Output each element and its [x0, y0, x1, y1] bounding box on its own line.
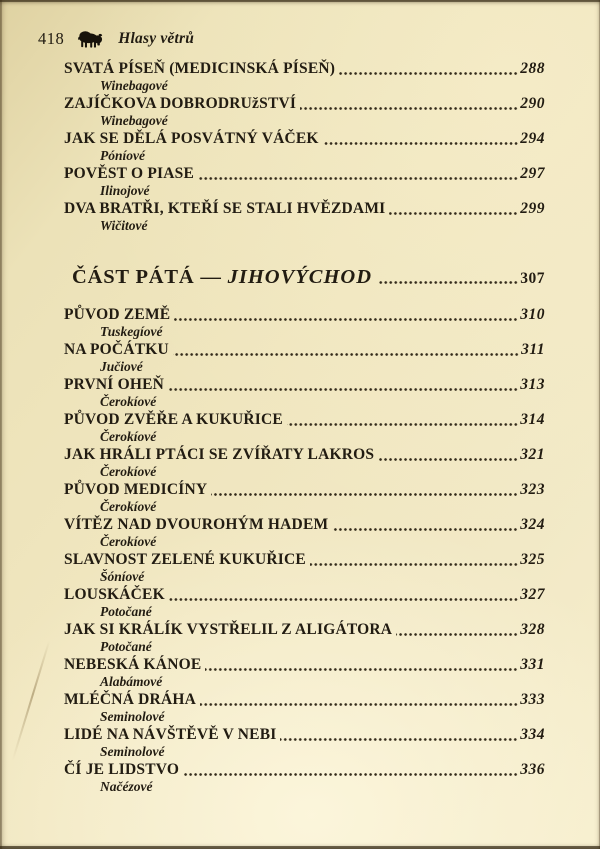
toc-entry-row — [64, 59, 545, 79]
entry-title: JAK SE DĚLÁ POSVÁTNÝ VÁČEK — [64, 130, 319, 147]
section-heading — [72, 264, 545, 290]
toc-entry — [64, 94, 545, 128]
dotted-leader — [389, 206, 518, 219]
entry-tribe: Seminolové — [100, 709, 165, 724]
dotted-leader — [174, 312, 518, 325]
toc-entry-row — [64, 129, 545, 149]
toc-entry-row — [64, 690, 545, 710]
entry-title: ZAJÍČKOVA DOBRODRUžSTVÍ — [64, 95, 297, 112]
section-title-name: JIHOVÝCHOD — [227, 266, 372, 288]
entry-title: SVATÁ PÍSEŇ (MEDICINSKÁ PÍSEŇ) — [64, 60, 336, 77]
page-number: 418 — [38, 29, 65, 48]
toc-entry-row — [64, 655, 545, 675]
entry-page-number: 324 — [520, 516, 545, 533]
entry-tribe: Čerokíové — [100, 394, 157, 409]
dotted-leader — [173, 347, 519, 360]
entry-page-number: 331 — [520, 656, 545, 673]
toc-entry-row — [64, 94, 545, 114]
toc-entry-row — [64, 620, 545, 640]
entry-page-number: 311 — [521, 341, 545, 358]
entry-title: JAK HRÁLI PTÁCI SE ZVÍŘATY LAKROS — [64, 446, 375, 463]
entry-title: SLAVNOST ZELENÉ KUKUŘICE — [64, 551, 306, 568]
entry-title: PŮVOD MEDICÍNY — [64, 481, 208, 498]
toc-entry-row — [64, 340, 545, 360]
toc-entry — [64, 655, 545, 689]
toc-entry-row — [64, 725, 545, 745]
entry-tribe: Tuskegíové — [100, 324, 163, 339]
dotted-leader — [332, 522, 518, 535]
toc-entry-row — [64, 480, 545, 500]
entry-page-number: 299 — [520, 200, 545, 217]
toc-entry — [64, 515, 545, 549]
toc-entry-row — [64, 445, 545, 465]
toc-entry-row — [64, 164, 545, 184]
entry-page-number: 323 — [520, 481, 545, 498]
dotted-leader — [183, 767, 518, 780]
entry-title: NA POČÁTKU — [64, 341, 169, 358]
toc-entry — [64, 59, 545, 93]
toc-entry — [64, 585, 545, 619]
entry-page-number: 314 — [520, 411, 545, 428]
entry-tribe: Potočané — [100, 639, 152, 654]
entry-page-number: 333 — [520, 691, 545, 708]
section-title-prefix: ČÁST PÁTÁ — — [72, 266, 228, 288]
entry-page-number: 334 — [520, 726, 545, 743]
entry-title: NEBESKÁ KÁNOE — [64, 656, 202, 673]
entry-page-number: 336 — [520, 761, 545, 778]
toc-entry-row — [64, 410, 545, 430]
toc-entry — [64, 164, 545, 198]
entry-page-number: 310 — [520, 306, 545, 323]
toc-entry — [64, 410, 545, 444]
page-header — [38, 29, 194, 49]
section-title — [72, 264, 372, 290]
entry-tribe: Načézové — [100, 779, 153, 794]
toc-entry — [64, 199, 545, 233]
dotted-leader — [378, 452, 518, 465]
dotted-leader — [396, 627, 518, 640]
table-of-contents — [64, 59, 545, 795]
entry-title: PŮVOD ZVĚŘE A KUKUŘICE — [64, 411, 283, 428]
entry-tribe: Čerokíové — [100, 499, 157, 514]
toc-entry-row — [64, 515, 545, 535]
entry-title: PŮVOD ZEMĚ — [64, 306, 171, 323]
entry-page-number: 328 — [520, 621, 545, 638]
toc-entry — [64, 445, 545, 479]
entry-tribe: Winebagové — [100, 113, 168, 128]
toc-entry — [64, 690, 545, 724]
toc-entry — [64, 760, 545, 794]
dotted-leader — [310, 557, 518, 570]
toc-entry-row — [64, 375, 545, 395]
entry-tribe: Seminolové — [100, 744, 165, 759]
toc-entry — [64, 550, 545, 584]
entry-tribe: Šóníové — [100, 569, 145, 584]
dotted-leader — [323, 136, 519, 149]
dotted-leader — [287, 417, 518, 430]
toc-entry — [64, 129, 545, 163]
entry-tribe: Winebagové — [100, 78, 168, 93]
dotted-leader — [280, 732, 518, 745]
entry-title: MLÉČNÁ DRÁHA — [64, 691, 196, 708]
dotted-leader — [200, 697, 518, 710]
entry-page-number: 321 — [520, 446, 545, 463]
toc-entry — [64, 480, 545, 514]
entry-title: LOUSKÁČEK — [64, 586, 165, 603]
dotted-leader — [379, 275, 518, 290]
entry-title: VÍTĚZ NAD DVOUROHÝM HADEM — [64, 516, 329, 533]
entry-tribe: Póníové — [100, 148, 145, 163]
entry-page-number: 313 — [520, 376, 545, 393]
entry-page-number: 325 — [520, 551, 545, 568]
dotted-leader — [300, 101, 518, 114]
toc-entry — [64, 725, 545, 759]
entry-tribe: Potočané — [100, 604, 152, 619]
toc-entry-row — [64, 550, 545, 570]
entry-page-number: 327 — [520, 586, 545, 603]
dotted-leader — [205, 662, 518, 675]
entry-title: LIDÉ NA NÁVŠTĚVĚ V NEBI — [64, 726, 277, 743]
toc-entry — [64, 620, 545, 654]
dotted-leader — [211, 487, 518, 500]
entry-page-number: 290 — [520, 95, 545, 112]
entry-title: ČÍ JE LIDSTVO — [64, 761, 180, 778]
scan-edge-top — [0, 0, 600, 2]
dotted-leader — [169, 592, 518, 605]
paper-crease-mark — [12, 640, 50, 760]
entry-title: PRVNÍ OHEŇ — [64, 376, 165, 393]
toc-entry-row — [64, 199, 545, 219]
entry-title: DVA BRATŘI, KTEŘÍ SE STALI HVĚZDAMI — [64, 200, 386, 217]
toc-entry-row — [64, 585, 545, 605]
toc-entry — [64, 375, 545, 409]
section-page-number: 307 — [520, 270, 545, 287]
section-heading-row — [72, 264, 545, 290]
toc-entry-row — [64, 760, 545, 780]
dotted-leader — [198, 171, 518, 184]
dotted-leader — [339, 66, 518, 79]
entry-page-number: 288 — [520, 60, 545, 77]
entry-page-number: 297 — [520, 165, 545, 182]
bison-icon — [77, 30, 105, 48]
entry-tribe: Čerokíové — [100, 429, 157, 444]
running-title: Hlasy větrů — [118, 30, 195, 47]
entry-title: JAK SI KRÁLÍK VYSTŘELIL Z ALIGÁTORA — [64, 621, 393, 638]
entry-tribe: Wičitové — [100, 218, 148, 233]
entry-tribe: Jučiové — [100, 359, 143, 374]
entry-page-number: 294 — [520, 130, 545, 147]
toc-entry — [64, 305, 545, 339]
entry-tribe: Alabámové — [100, 674, 163, 689]
entry-title: POVĚST O PIASE — [64, 165, 194, 182]
entry-tribe: Čerokíové — [100, 464, 157, 479]
scan-edge-left — [0, 0, 2, 849]
toc-entry — [64, 340, 545, 374]
toc-entry-row — [64, 305, 545, 325]
entry-tribe: Ilinojové — [100, 183, 150, 198]
entry-tribe: Čerokíové — [100, 534, 157, 549]
dotted-leader — [168, 382, 518, 395]
